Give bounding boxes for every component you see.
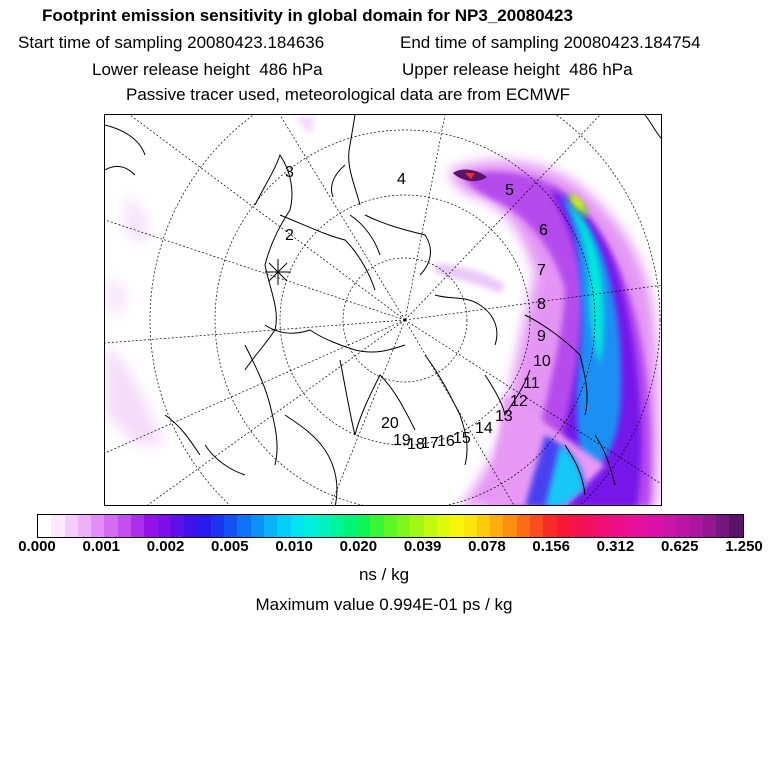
colorbar-tick-label: 0.001 [82,538,121,555]
colorbar-cell [131,515,144,537]
colorbar-tick-label: 0.020 [339,538,378,555]
colorbar-cell [91,515,104,537]
colorbar-tick-label: 0.002 [146,538,185,555]
colorbar-cell [118,515,131,537]
colorbar-cell [264,515,277,537]
colorbar-tick-label: 0.039 [403,538,442,555]
trajectory-label: 18 [407,436,425,453]
colorbar-cell [424,515,437,537]
colorbar-cell [317,515,330,537]
trajectory-label: 4 [397,171,406,188]
colorbar-cell [65,515,78,537]
colorbar-unit: ns / kg [358,565,410,584]
colorbar-tick-label: 1.250 [725,538,763,555]
colorbar-cell [464,515,477,537]
colorbar-cell [690,515,703,537]
map-title: Footprint emission sensitivity in global domain for NP3_20080423 [42,6,573,25]
colorbar-cell [344,515,357,537]
colorbar-cell [397,515,410,537]
colorbar-cell [198,515,211,537]
colorbar-cell [716,515,729,537]
colorbar-cell [158,515,171,537]
colorbar-cell [557,515,570,537]
colorbar-cell [596,515,609,537]
colorbar-cell [530,515,543,537]
trajectory-label: 5 [505,182,514,199]
trajectory-label: 2 [285,227,294,244]
colorbar-cell [503,515,516,537]
trajectory-label: 13 [495,408,513,425]
polar-map [104,114,662,506]
colorbar-cell [331,515,344,537]
trajectory-label: 7 [537,262,546,279]
colorbar-cell [171,515,184,537]
trajectory-label: 20 [381,415,399,432]
colorbar-cell [676,515,689,537]
colorbar-cell [570,515,583,537]
colorbar-cell [703,515,716,537]
start-sampling-time: Start time of sampling 20080423.184636 [18,33,325,52]
trajectory-label: 17 [421,435,439,452]
colorbar-tick-label: 0.312 [596,538,635,555]
colorbar-tick-label: 0.005 [211,538,249,555]
colorbar-cell [304,515,317,537]
maximum-value: Maximum value 0.994E-01 ps / kg [255,595,513,614]
colorbar-cell [543,515,556,537]
left-sensitivity-haze [105,195,165,445]
colorbar-cell [277,515,290,537]
colorbar-cell [38,515,51,537]
colorbar-tick-label: 0.078 [468,538,506,555]
colorbar-cell [104,515,117,537]
trajectory-label: 11 [523,375,540,392]
lower-release-height: Lower release height 486 hPa [92,60,323,79]
colorbar-cell [450,515,463,537]
top-sensitivity-haze [295,117,505,293]
colorbar-cell [384,515,397,537]
colorbar-cell [370,515,383,537]
colorbar-cell [437,515,450,537]
map-canvas [105,115,662,506]
colorbar-cell [78,515,91,537]
tracer-note: Passive tracer used, meteorological data are from ECMWF [126,85,571,104]
colorbar-cell [357,515,370,537]
colorbar-cell [663,515,676,537]
colorbar-cell [650,515,663,537]
trajectory-label: 9 [537,328,546,345]
colorbar-cell [410,515,423,537]
colorbar-cell [490,515,503,537]
colorbar-tick-label: 0.156 [532,538,570,555]
colorbar [37,514,744,538]
colorbar-cell [211,515,224,537]
colorbar-cell [51,515,64,537]
end-sampling-time: End time of sampling 20080423.184754 [400,33,701,52]
colorbar-cell [224,515,237,537]
colorbar-cell [583,515,596,537]
trajectory-label: 15 [453,430,471,447]
colorbar-cell [237,515,250,537]
trajectory-label: 10 [533,353,551,370]
trajectory-label: 19 [393,432,411,449]
colorbar-tick-label: 0.010 [275,538,313,555]
colorbar-cell [184,515,197,537]
colorbar-cell [610,515,623,537]
colorbar-cell [517,515,530,537]
colorbar-cell [623,515,636,537]
trajectory-label: 6 [539,222,548,239]
colorbar-cell [477,515,490,537]
colorbar-tick-label: 0.625 [660,538,699,555]
colorbar-cell [636,515,649,537]
trajectory-label: 8 [537,296,546,313]
upper-release-height: Upper release height 486 hPa [402,60,633,79]
colorbar-cell [251,515,264,537]
trajectory-label: 12 [510,393,528,410]
colorbar-cell [729,515,742,537]
colorbar-cell [144,515,157,537]
colorbar-tick-label: 0.000 [18,538,56,555]
trajectory-label: 3 [285,164,294,181]
trajectory-label: 16 [437,433,455,450]
trajectory-label: 14 [475,420,493,437]
colorbar-cell [291,515,304,537]
